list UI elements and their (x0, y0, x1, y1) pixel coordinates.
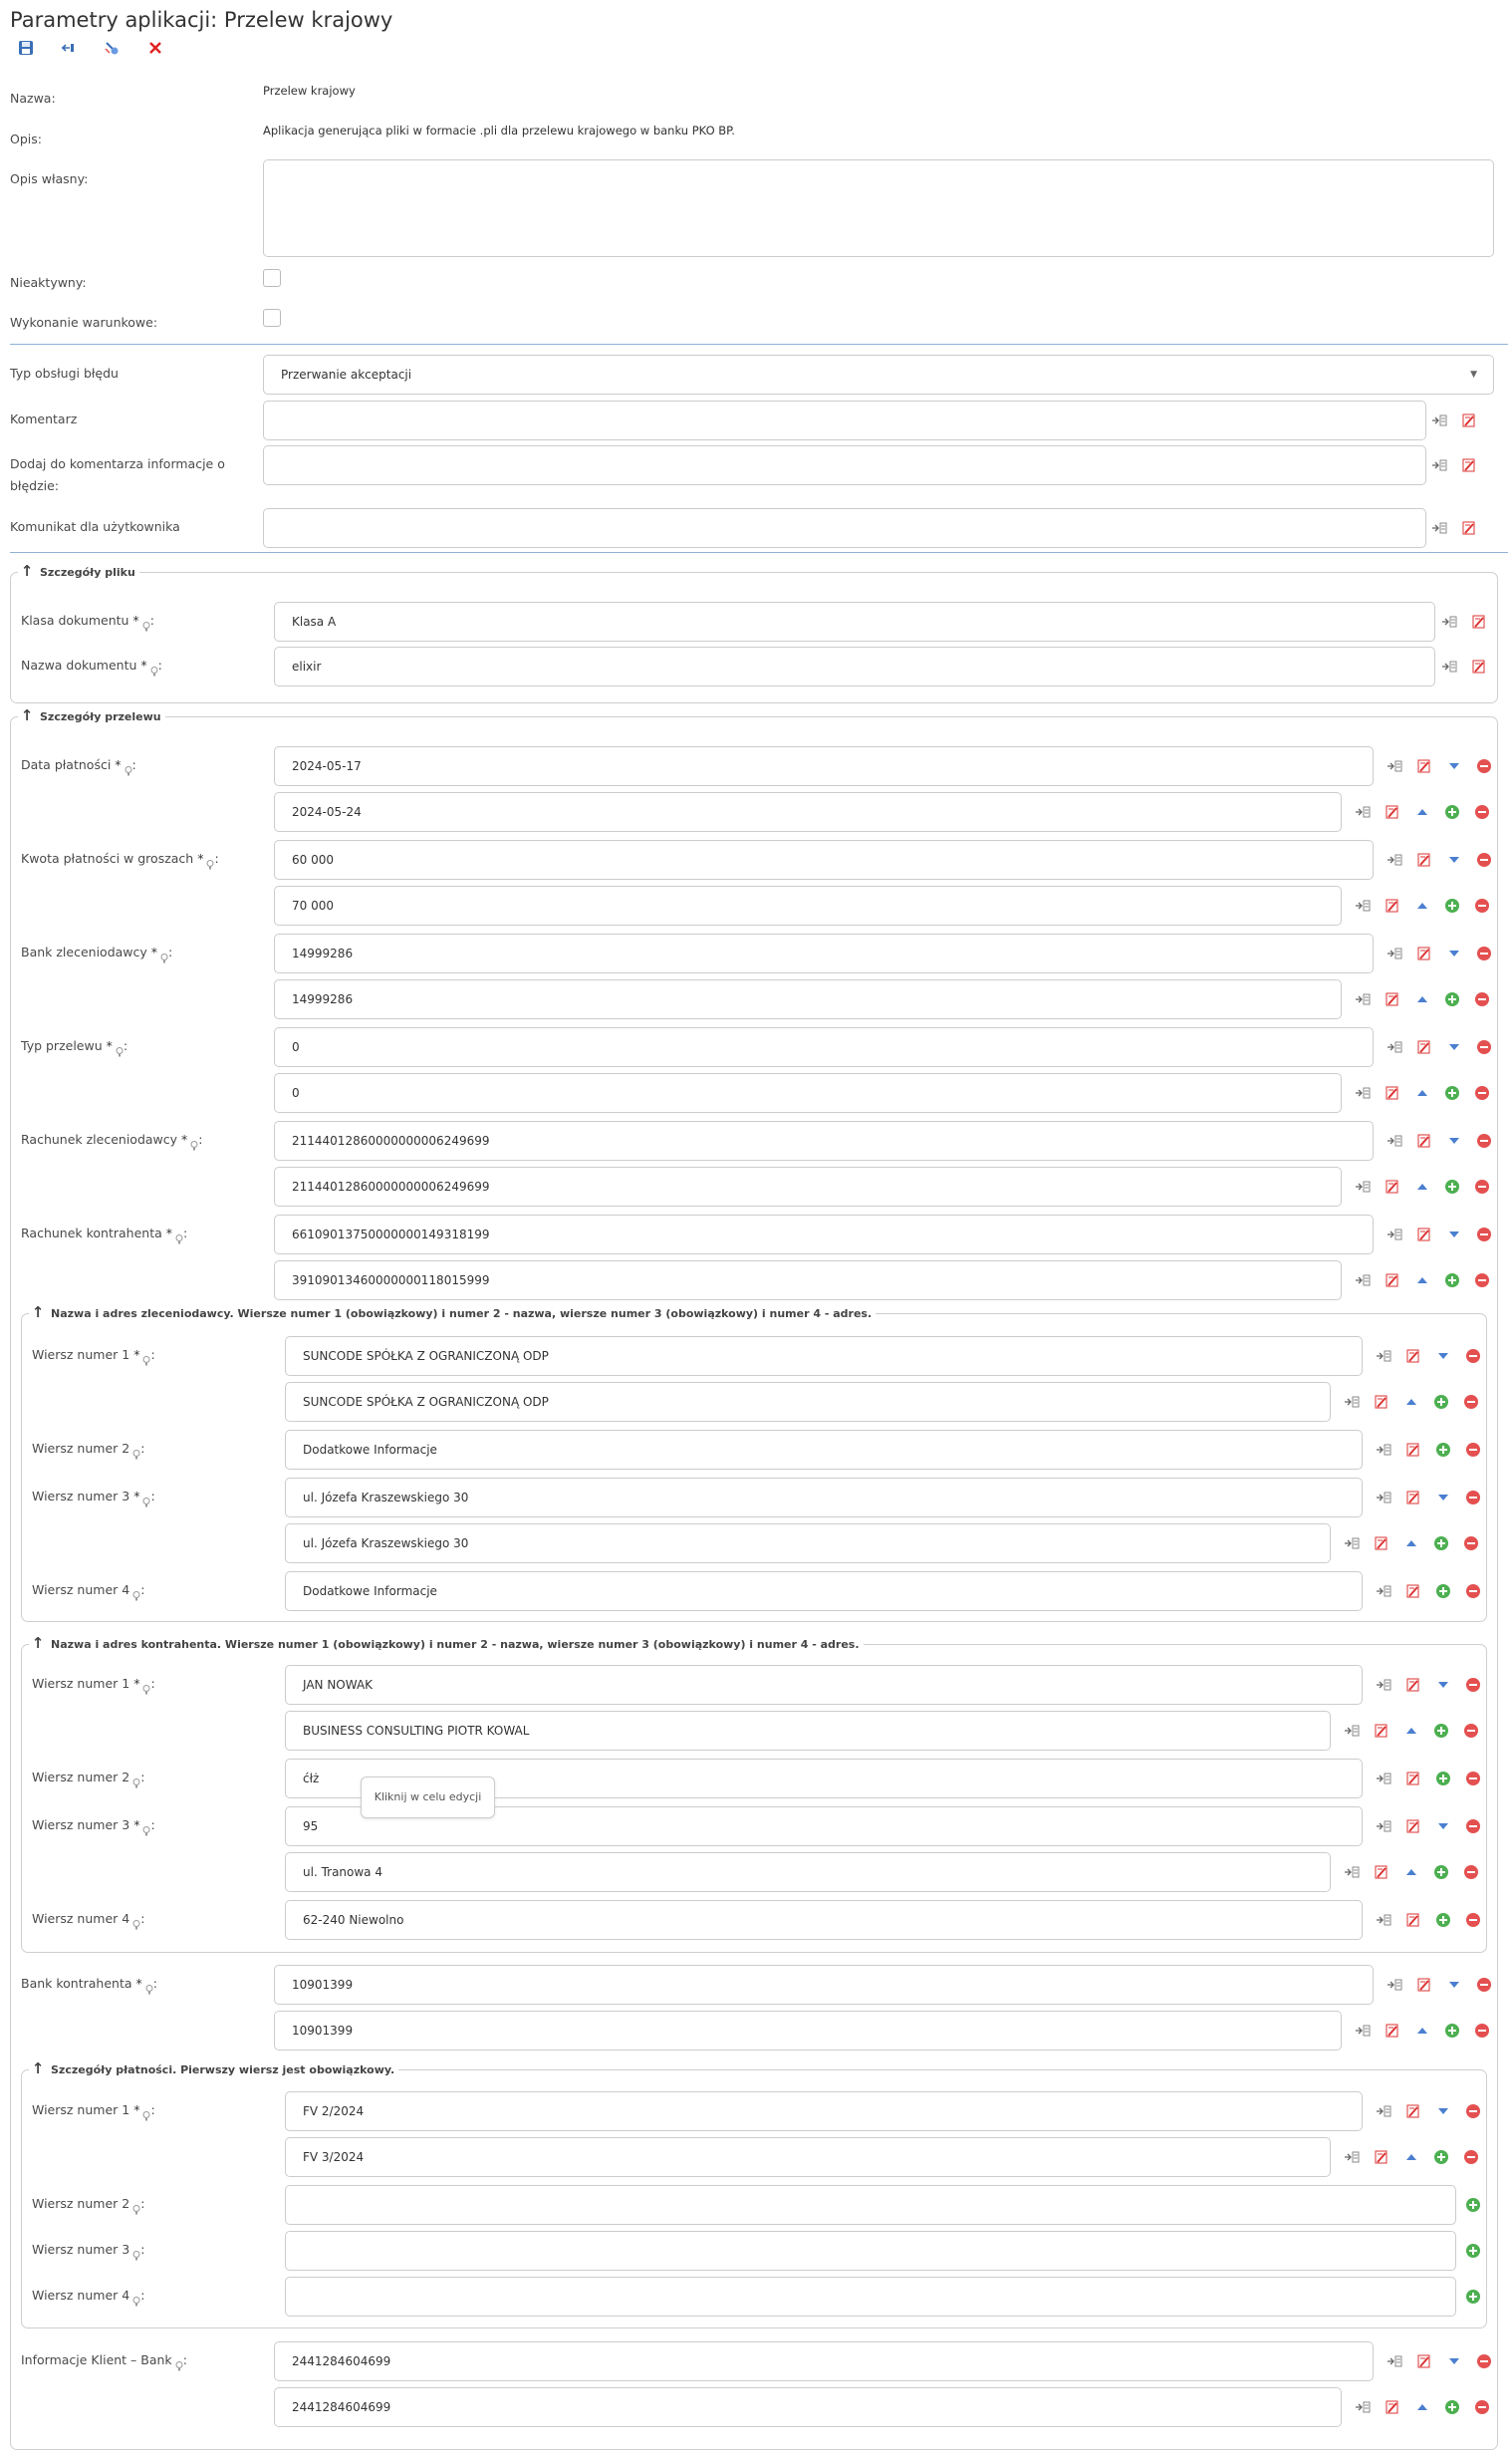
insert-variable-icon[interactable] (1386, 757, 1403, 775)
contractor-row-label: Wiersz numer 4 : (32, 1908, 144, 1930)
remove-row-icon[interactable] (1475, 851, 1493, 869)
doc-class-label: Klasa dokumentu * : (21, 610, 154, 632)
name-label: Nazwa: (10, 91, 56, 106)
close-icon[interactable] (147, 40, 169, 62)
clear-field-icon[interactable] (1404, 2102, 1422, 2120)
insert-variable-icon[interactable] (1354, 990, 1372, 1008)
add-info-label: Dodaj do komentarza informacje o błędzie: (10, 456, 225, 493)
insert-variable-icon[interactable] (1375, 1911, 1392, 1929)
hint-icon (132, 2246, 140, 2256)
hint-icon (142, 617, 150, 627)
doc-name-input[interactable]: elixir (274, 647, 1435, 686)
transfer-row-label: Rachunek kontrahenta * : (21, 1223, 187, 1244)
insert-variable-icon[interactable] (1430, 411, 1448, 429)
insert-variable-icon[interactable] (1430, 456, 1448, 474)
error-type-label: Typ obsługi błędu (10, 366, 119, 381)
clear-field-icon[interactable] (1415, 945, 1433, 962)
hint-icon (175, 1230, 183, 1239)
remove-row-icon[interactable] (1464, 2102, 1482, 2120)
clear-field-icon[interactable] (1384, 803, 1401, 821)
desc-label: Opis: (10, 132, 42, 146)
remove-row-icon[interactable] (1475, 945, 1493, 962)
hint-icon (142, 1680, 150, 1690)
transfer-row-label: Typ przelewu * : (21, 1035, 127, 1057)
transfer-row-label: Data płatności * : (21, 754, 136, 776)
contractor-bank-label: Bank kontrahenta * : (21, 1973, 157, 1995)
remove-row-icon[interactable] (1462, 1863, 1480, 1881)
insert-variable-icon[interactable] (1354, 803, 1372, 821)
add-info-input[interactable] (263, 445, 1426, 485)
add-row-icon[interactable] (1443, 897, 1461, 915)
principal-row-input[interactable]: Dodatkowe Informacje (285, 1571, 1363, 1611)
move-up-icon[interactable] (1402, 2148, 1420, 2166)
move-down-icon[interactable] (1445, 757, 1463, 775)
remove-row-icon[interactable] (1473, 990, 1491, 1008)
transfer-row-input[interactable]: 0 (274, 1027, 1374, 1067)
contractor-bank-input[interactable]: 10901399 (274, 2011, 1342, 2050)
contractor-row-input[interactable]: BUSINESS CONSULTING PIOTR KOWAL (285, 1711, 1331, 1751)
hint-icon (142, 2106, 150, 2116)
principal-fieldset-legend[interactable]: ↑ Nazwa i adres zleceniodawcy. Wiersze numer 1 (obowiązkowy) i numer 2 - nazwa, wiersze numer 3 (obowiązkowy) i numer 4 - adres. (29, 1305, 876, 1321)
move-up-icon[interactable] (1413, 2022, 1431, 2040)
principal-row-input[interactable]: SUNCODE SPÓŁKA Z OGRANICZONĄ ODP (285, 1382, 1331, 1422)
transfer-row-input[interactable]: 14999286 (274, 934, 1374, 973)
add-row-icon[interactable] (1443, 1084, 1461, 1102)
clear-field-icon[interactable] (1415, 851, 1433, 869)
contractor-row-input[interactable]: ul. Tranowa 4 (285, 1852, 1331, 1892)
hint-icon (175, 2356, 183, 2366)
doc-name-label: Nazwa dokumentu * : (21, 655, 162, 677)
move-up-icon[interactable] (1413, 990, 1431, 1008)
move-down-icon[interactable] (1434, 1347, 1452, 1365)
clear-field-icon[interactable] (1404, 1582, 1422, 1600)
clear-field-icon[interactable] (1373, 1722, 1390, 1740)
insert-variable-icon[interactable] (1375, 1582, 1392, 1600)
payment-row-label: Wiersz numer 1 * : (32, 2099, 155, 2121)
transfer-row-label: Kwota płatności w groszach * : (21, 848, 219, 870)
desc-value: Aplikacja generująca pliki w formacie .pli dla przelewu krajowego w banku PKO BP. (263, 124, 735, 137)
principal-row-label: Wiersz numer 1 * : (32, 1344, 155, 1366)
transfer-row-input[interactable]: 2024-05-24 (274, 792, 1342, 832)
hint-icon (142, 1821, 150, 1831)
insert-variable-icon[interactable] (1354, 897, 1372, 915)
principal-row-input[interactable]: ul. Józefa Kraszewskiego 30 (285, 1523, 1331, 1563)
contractor-fieldset-legend[interactable]: ↑ Nazwa i adres kontrahenta. Wiersze numer 1 (obowiązkowy) i numer 2 - nazwa, wiersze numer 3 (obowiązkowy) i numer 4 - adres. (29, 1636, 864, 1652)
clear-field-icon[interactable] (1404, 1489, 1422, 1506)
error-type-value: Przerwanie akceptacji (281, 368, 412, 382)
add-row-icon[interactable] (1443, 990, 1461, 1008)
remove-row-icon[interactable] (1475, 2352, 1493, 2370)
move-down-icon[interactable] (1434, 1817, 1452, 1835)
clear-field-icon[interactable] (1373, 1863, 1390, 1881)
insert-variable-icon[interactable] (1375, 1770, 1392, 1787)
hint-icon (132, 1915, 140, 1925)
move-down-icon[interactable] (1434, 1489, 1452, 1506)
contractor-row-label: Wiersz numer 3 * : (32, 1814, 155, 1836)
client-bank-label: Informacje Klient – Bank : (21, 2349, 187, 2371)
insert-variable-icon[interactable] (1386, 2352, 1403, 2370)
insert-variable-icon[interactable] (1386, 1038, 1403, 1056)
add-row-icon[interactable] (1464, 2196, 1482, 2214)
transfer-row-input[interactable]: 70 000 (274, 886, 1342, 926)
payment-fieldset-legend[interactable]: ↑ Szczegóły płatności. Pierwszy wiersz jest obowiązkowy. (29, 2061, 398, 2077)
remove-row-icon[interactable] (1475, 1038, 1493, 1056)
inactive-label: Nieaktywny: (10, 275, 87, 290)
remove-row-icon[interactable] (1462, 1722, 1480, 1740)
inactive-checkbox[interactable] (263, 269, 281, 287)
move-down-icon[interactable] (1445, 1132, 1463, 1150)
transfer-row-input[interactable]: 2024-05-17 (274, 746, 1374, 786)
contractor-row-label: Wiersz numer 2 : (32, 1767, 144, 1788)
remove-row-icon[interactable] (1475, 1132, 1493, 1150)
remove-row-icon[interactable] (1475, 757, 1493, 775)
insert-variable-icon[interactable] (1343, 2148, 1361, 2166)
save-icon[interactable] (18, 40, 40, 62)
add-row-icon[interactable] (1434, 1582, 1452, 1600)
contractor-row-input[interactable]: ćłż (285, 1759, 1363, 1798)
payment-row-input[interactable]: FV 3/2024 (285, 2137, 1331, 2177)
principal-row-input[interactable]: Dodatkowe Informacje (285, 1430, 1363, 1470)
insert-variable-icon[interactable] (1386, 1226, 1403, 1243)
payment-row-input[interactable] (285, 2185, 1456, 2225)
clear-field-icon[interactable] (1415, 1226, 1433, 1243)
clear-field-icon[interactable] (1404, 1347, 1422, 1365)
remove-row-icon[interactable] (1464, 1489, 1482, 1506)
clear-field-icon[interactable] (1404, 1441, 1422, 1459)
doc-class-input[interactable]: Klasa A (274, 602, 1435, 642)
remove-row-icon[interactable] (1462, 1393, 1480, 1411)
own-desc-textarea[interactable] (263, 159, 1494, 257)
payment-row-input[interactable]: FV 2/2024 (285, 2091, 1363, 2131)
conditional-checkbox[interactable] (263, 309, 281, 327)
insert-variable-icon[interactable] (1440, 658, 1458, 676)
move-down-icon[interactable] (1445, 1226, 1463, 1243)
clear-field-icon[interactable] (1460, 411, 1478, 429)
client-bank-input[interactable]: 2441284604699 (274, 2341, 1374, 2381)
collapse-arrow-icon[interactable]: ↑ (31, 2059, 45, 2077)
insert-variable-icon[interactable] (1375, 1347, 1392, 1365)
clear-field-icon[interactable] (1384, 1271, 1401, 1289)
remove-row-icon[interactable] (1464, 1770, 1482, 1787)
add-row-icon[interactable] (1443, 2022, 1461, 2040)
insert-variable-icon[interactable] (1375, 1817, 1392, 1835)
move-down-icon[interactable] (1445, 1038, 1463, 1056)
remove-row-icon[interactable] (1473, 803, 1491, 821)
clear-field-icon[interactable] (1373, 2148, 1390, 2166)
insert-variable-icon[interactable] (1375, 1489, 1392, 1506)
comment-label: Komentarz (10, 411, 78, 426)
user-msg-input[interactable] (263, 508, 1426, 548)
insert-variable-icon[interactable] (1386, 1132, 1403, 1150)
clear-field-icon[interactable] (1404, 1770, 1422, 1787)
refresh-icon[interactable] (104, 40, 126, 62)
add-row-icon[interactable] (1443, 1178, 1461, 1196)
clear-field-icon[interactable] (1460, 456, 1478, 474)
remove-row-icon[interactable] (1464, 1582, 1482, 1600)
add-row-icon[interactable] (1464, 2242, 1482, 2260)
remove-row-icon[interactable] (1473, 897, 1491, 915)
move-up-icon[interactable] (1413, 1084, 1431, 1102)
principal-row-label: Wiersz numer 4 : (32, 1579, 144, 1601)
transfer-row-input[interactable]: 14999286 (274, 979, 1342, 1019)
hint-icon (145, 1980, 153, 1990)
insert-variable-icon[interactable] (1343, 1722, 1361, 1740)
add-row-icon[interactable] (1434, 1770, 1452, 1787)
remove-row-icon[interactable] (1462, 2148, 1480, 2166)
move-up-icon[interactable] (1413, 2398, 1431, 2416)
contractor-row-label: Wiersz numer 1 * : (32, 1673, 155, 1695)
remove-row-icon[interactable] (1464, 1441, 1482, 1459)
payment-row-label: Wiersz numer 3 : (32, 2239, 144, 2261)
clear-field-icon[interactable] (1415, 1038, 1433, 1056)
insert-variable-icon[interactable] (1354, 2022, 1372, 2040)
page-title: Parametry aplikacji: Przelew krajowy (10, 8, 393, 32)
move-down-icon[interactable] (1445, 2352, 1463, 2370)
payment-row-input[interactable] (285, 2277, 1456, 2317)
contractor-row-input[interactable]: 95 (285, 1806, 1363, 1846)
insert-variable-icon[interactable] (1354, 1084, 1372, 1102)
contractor-row-input[interactable]: JAN NOWAK (285, 1665, 1363, 1705)
insert-variable-icon[interactable] (1343, 1863, 1361, 1881)
move-down-icon[interactable] (1445, 1976, 1463, 1994)
clear-field-icon[interactable] (1384, 2398, 1401, 2416)
own-desc-label: Opis własny: (10, 171, 89, 186)
principal-row-label: Wiersz numer 3 * : (32, 1486, 155, 1507)
insert-variable-icon[interactable] (1375, 2102, 1392, 2120)
clear-field-icon[interactable] (1373, 1534, 1390, 1552)
remove-row-icon[interactable] (1464, 1911, 1482, 1929)
transfer-row-input[interactable]: 66109013750000000149318199 (274, 1215, 1374, 1254)
insert-variable-icon[interactable] (1343, 1393, 1361, 1411)
name-value: Przelew krajowy (263, 84, 356, 98)
edit-tooltip: Kliknij w celu edycji (361, 1777, 495, 1818)
chevron-down-icon: ▼ (1470, 370, 1477, 380)
divider (10, 552, 1508, 553)
transfer-row-input[interactable]: 0 (274, 1073, 1342, 1113)
user-msg-label: Komunikat dla użytkownika (10, 519, 180, 534)
transfer-row-input[interactable]: 21144012860000000006249699 (274, 1121, 1374, 1161)
transfer-row-label: Bank zleceniodawcy * : (21, 942, 172, 963)
clear-field-icon[interactable] (1415, 757, 1433, 775)
clear-field-icon[interactable] (1404, 1676, 1422, 1694)
clear-field-icon[interactable] (1460, 519, 1478, 537)
insert-variable-icon[interactable] (1386, 851, 1403, 869)
hint-icon (132, 1445, 140, 1455)
transfer-row-input[interactable]: 21144012860000000006249699 (274, 1167, 1342, 1207)
add-row-icon[interactable] (1432, 1863, 1450, 1881)
clear-field-icon[interactable] (1384, 1178, 1401, 1196)
hint-icon (132, 1774, 140, 1783)
remove-row-icon[interactable] (1473, 2022, 1491, 2040)
error-type-select[interactable] (263, 355, 1494, 395)
hint-icon (150, 662, 158, 672)
remove-row-icon[interactable] (1464, 1676, 1482, 1694)
hint-icon (206, 855, 214, 865)
conditional-label: Wykonanie warunkowe: (10, 315, 158, 330)
add-row-icon[interactable] (1434, 1911, 1452, 1929)
remove-row-icon[interactable] (1462, 1534, 1480, 1552)
remove-row-icon[interactable] (1473, 1271, 1491, 1289)
insert-variable-icon[interactable] (1354, 1271, 1372, 1289)
add-row-icon[interactable] (1443, 2398, 1461, 2416)
add-row-icon[interactable] (1434, 1441, 1452, 1459)
clear-field-icon[interactable] (1415, 1132, 1433, 1150)
add-row-icon[interactable] (1443, 803, 1461, 821)
clear-field-icon[interactable] (1470, 658, 1488, 676)
add-row-icon[interactable] (1432, 2148, 1450, 2166)
back-icon[interactable] (60, 40, 82, 62)
hint-icon (142, 1351, 150, 1361)
transfer-row-input[interactable]: 60 000 (274, 840, 1374, 880)
clear-field-icon[interactable] (1415, 2352, 1433, 2370)
clear-field-icon[interactable] (1404, 1817, 1422, 1835)
transfer-details-fieldset-legend[interactable]: ↑ Szczegóły przelewu (18, 708, 165, 724)
collapse-arrow-icon[interactable]: ↑ (20, 706, 34, 724)
hint-icon (142, 1493, 150, 1503)
move-up-icon[interactable] (1402, 1722, 1420, 1740)
insert-variable-icon[interactable] (1375, 1441, 1392, 1459)
payment-row-input[interactable] (285, 2231, 1456, 2271)
hint-icon (190, 1136, 198, 1146)
add-row-icon[interactable] (1432, 1534, 1450, 1552)
transfer-row-input[interactable]: 39109013460000000118015999 (274, 1260, 1342, 1300)
move-down-icon[interactable] (1445, 945, 1463, 962)
clear-field-icon[interactable] (1384, 990, 1401, 1008)
move-down-icon[interactable] (1434, 2102, 1452, 2120)
principal-row-input[interactable]: ul. Józefa Kraszewskiego 30 (285, 1478, 1363, 1517)
hint-icon (132, 2292, 140, 2302)
collapse-arrow-icon[interactable]: ↑ (31, 1634, 45, 1652)
insert-variable-icon[interactable] (1386, 945, 1403, 962)
remove-row-icon[interactable] (1473, 1178, 1491, 1196)
clear-field-icon[interactable] (1384, 897, 1401, 915)
clear-field-icon[interactable] (1373, 1393, 1390, 1411)
remove-row-icon[interactable] (1475, 1976, 1493, 1994)
comment-input[interactable] (263, 401, 1426, 440)
hint-icon (116, 1042, 124, 1052)
add-row-icon[interactable] (1464, 2288, 1482, 2306)
principal-row-input[interactable]: SUNCODE SPÓŁKA Z OGRANICZONĄ ODP (285, 1336, 1363, 1376)
clear-field-icon[interactable] (1404, 1911, 1422, 1929)
clear-field-icon[interactable] (1470, 613, 1488, 631)
move-up-icon[interactable] (1402, 1534, 1420, 1552)
divider (10, 344, 1508, 345)
remove-row-icon[interactable] (1464, 1347, 1482, 1365)
collapse-arrow-icon[interactable]: ↑ (31, 1303, 45, 1321)
remove-row-icon[interactable] (1473, 1084, 1491, 1102)
add-row-icon[interactable] (1432, 1393, 1450, 1411)
move-up-icon[interactable] (1413, 1271, 1431, 1289)
move-up-icon[interactable] (1413, 897, 1431, 915)
insert-variable-icon[interactable] (1430, 519, 1448, 537)
contractor-row-input[interactable]: 62-240 Niewolno (285, 1900, 1363, 1940)
remove-row-icon[interactable] (1464, 1817, 1482, 1835)
insert-variable-icon[interactable] (1375, 1676, 1392, 1694)
file-details-fieldset-legend[interactable]: ↑ Szczegóły pliku (18, 564, 139, 580)
client-bank-input[interactable]: 2441284604699 (274, 2387, 1342, 2427)
add-row-icon[interactable] (1443, 1271, 1461, 1289)
transfer-row-label: Rachunek zleceniodawcy * : (21, 1129, 202, 1151)
clear-field-icon[interactable] (1415, 1976, 1433, 1994)
hint-icon (125, 761, 132, 771)
hint-icon (132, 1586, 140, 1596)
payment-row-label: Wiersz numer 2 : (32, 2193, 144, 2215)
insert-variable-icon[interactable] (1343, 1534, 1361, 1552)
move-up-icon[interactable] (1402, 1393, 1420, 1411)
insert-variable-icon[interactable] (1386, 1976, 1403, 1994)
remove-row-icon[interactable] (1473, 2398, 1491, 2416)
hint-icon (132, 2200, 140, 2210)
contractor-bank-input[interactable]: 10901399 (274, 1965, 1374, 2005)
clear-field-icon[interactable] (1384, 1084, 1401, 1102)
clear-field-icon[interactable] (1384, 2022, 1401, 2040)
principal-row-label: Wiersz numer 2 : (32, 1438, 144, 1460)
insert-variable-icon[interactable] (1354, 2398, 1372, 2416)
move-down-icon[interactable] (1434, 1676, 1452, 1694)
move-up-icon[interactable] (1413, 803, 1431, 821)
add-row-icon[interactable] (1432, 1722, 1450, 1740)
remove-row-icon[interactable] (1475, 1226, 1493, 1243)
hint-icon (160, 949, 168, 958)
move-down-icon[interactable] (1445, 851, 1463, 869)
payment-row-label: Wiersz numer 4 : (32, 2285, 144, 2307)
insert-variable-icon[interactable] (1440, 613, 1458, 631)
move-up-icon[interactable] (1413, 1178, 1431, 1196)
collapse-arrow-icon[interactable]: ↑ (20, 562, 34, 580)
move-up-icon[interactable] (1402, 1863, 1420, 1881)
insert-variable-icon[interactable] (1354, 1178, 1372, 1196)
